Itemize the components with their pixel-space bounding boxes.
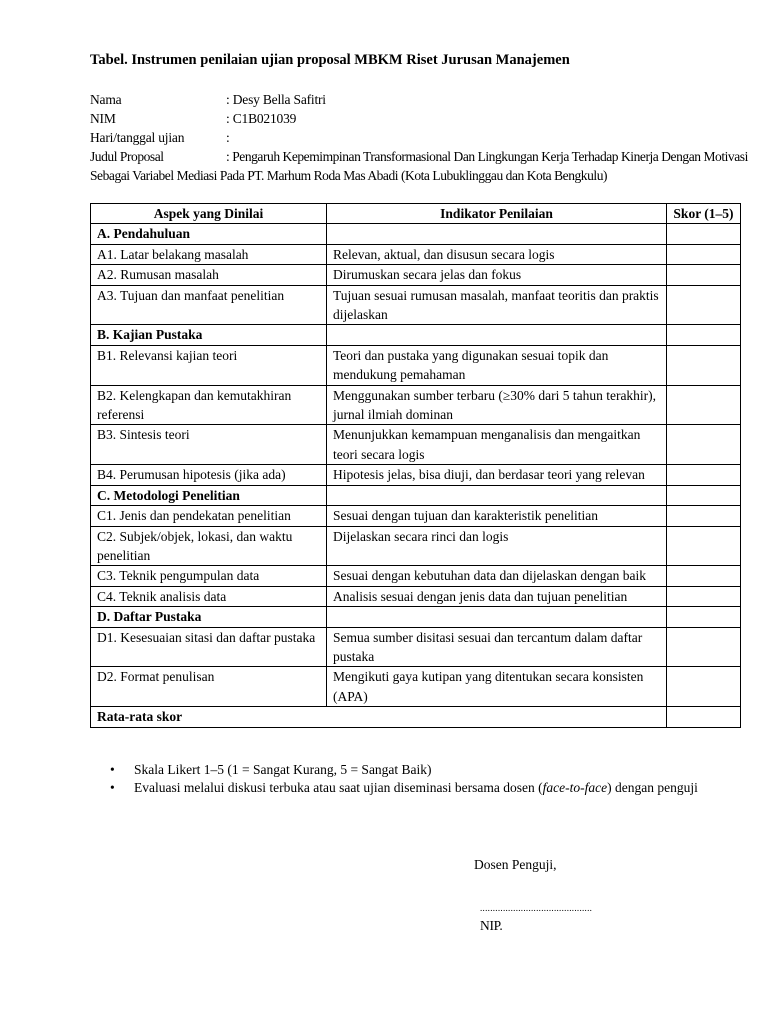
table-row [91,285,741,325]
notes-list [110,761,698,796]
table-row [91,526,741,566]
score-cell[interactable] [667,526,741,566]
header-aspek: Aspek yang Dinilai [91,204,327,224]
average-score-cell[interactable] [667,707,741,727]
table-row [91,566,741,586]
score-cell[interactable] [667,345,741,385]
indikator-cell: Dijelaskan secara rinci dan logis [327,526,667,566]
section-indikator-cell [327,325,667,345]
aspek-cell: C4. Teknik analisis data [91,586,327,606]
table-row [91,265,741,285]
average-row [91,707,741,727]
note-evaluation-start: Evaluasi melalui diskusi terbuka atau saat ujian diseminasi bersama dosen ( [134,779,543,795]
note-scale: • Skala Likert 1–5 (1 = Sangat Kurang, 5 = Sangat Baik) [110,761,698,779]
aspek-cell: B1. Relevansi kajian teori [91,345,327,385]
score-cell[interactable] [667,506,741,526]
indikator-cell: Analisis sesuai dengan jenis data dan tujuan penelitian [327,586,667,606]
indikator-cell: Sesuai dengan kebutuhan data dan dijelaskan dengan baik [327,566,667,586]
proposal-title-row [90,147,750,185]
aspek-cell: B3. Sintesis teori [91,425,327,465]
name-value: : Desy Bella Safitri [226,92,326,107]
aspek-cell: A2. Rumusan masalah [91,265,327,285]
section-row [91,607,741,627]
note-evaluation-italic: face-to-face [542,779,608,795]
proposal-title-value: : Pengaruh Kepemimpinan Transformasional Dan Lingkungan Kerja Terhadap Kinerja Dengan Motivasi Sebagai Variabel Mediasi Pada PT. Marhum Roda Mas Abadi (Kota Lubuklinggau dan Kota Bengkulu) [90,149,748,183]
score-cell[interactable] [667,325,741,345]
indikator-cell: Sesuai dengan tujuan dan karakteristik penelitian [327,506,667,526]
section-title: C. Metodologi Penelitian [91,485,327,505]
nim-row [90,109,750,128]
header-indikator: Indikator Penilaian [327,204,667,224]
aspek-cell: D2. Format penulisan [91,667,327,707]
indikator-cell: Dirumuskan secara jelas dan fokus [327,265,667,285]
section-indikator-cell [327,485,667,505]
indikator-cell: Hipotesis jelas, bisa diuji, dan berdasar teori yang relevan [327,465,667,485]
score-cell[interactable] [667,485,741,505]
score-cell[interactable] [667,627,741,667]
indikator-cell: Relevan, aktual, dan disusun secara logis [327,244,667,264]
indikator-cell: Menggunakan sumber terbaru (≥30% dari 5 tahun terakhir), jurnal ilmiah dominan [327,385,667,425]
aspek-cell: A1. Latar belakang masalah [91,244,327,264]
table-row [91,244,741,264]
table-header-row [91,204,741,224]
score-cell[interactable] [667,607,741,627]
indikator-cell: Mengikuti gaya kutipan yang ditentukan secara konsisten (APA) [327,667,667,707]
section-indikator-cell [327,224,667,244]
assessment-table [90,203,741,728]
section-row [91,224,741,244]
aspek-cell: D1. Kesesuaian sitasi dan daftar pustaka [91,627,327,667]
aspek-cell: A3. Tujuan dan manfaat penelitian [91,285,327,325]
section-title: D. Daftar Pustaka [91,607,327,627]
table-row [91,586,741,606]
section-row [91,485,741,505]
aspek-cell: C3. Teknik pengumpulan data [91,566,327,586]
table-row [91,667,741,707]
name-label: Nama [90,92,122,107]
score-cell[interactable] [667,385,741,425]
header-skor: Skor (1–5) [667,204,741,224]
score-cell[interactable] [667,244,741,264]
average-label: Rata-rata skor [91,707,667,727]
table-row [91,425,741,465]
score-cell[interactable] [667,667,741,707]
indikator-cell: Semua sumber disitasi sesuai dan tercantum dalam daftar pustaka [327,627,667,667]
exam-date-value: : [226,130,230,145]
score-cell[interactable] [667,465,741,485]
proposal-title-label: Judul Proposal [90,149,164,164]
section-title: B. Kajian Pustaka [91,325,327,345]
nip-label: NIP. [480,918,503,933]
nim-value: : C1B021039 [226,111,297,126]
exam-date-row [90,128,750,147]
indikator-cell: Teori dan pustaka yang digunakan sesuai topik dan mendukung pemahaman [327,345,667,385]
section-title: A. Pendahuluan [91,224,327,244]
examiner-signature-title: Dosen Penguji, [474,857,557,872]
aspek-cell: B4. Perumusan hipotesis (jika ada) [91,465,327,485]
table-row [91,345,741,385]
indikator-cell: Menunjukkan kemampuan menganalisis dan mengaitkan teori secara logis [327,425,667,465]
aspek-cell: C2. Subjek/objek, lokasi, dan waktu penelitian [91,526,327,566]
table-row [91,465,741,485]
document-title: Tabel. Instrumen penilaian ujian proposal MBKM Riset Jurusan Manajemen [90,52,570,68]
exam-date-label: Hari/tanggal ujian [90,130,185,145]
section-row [91,325,741,345]
identity-block [90,90,750,185]
score-cell[interactable] [667,285,741,325]
aspek-cell: B2. Kelengkapan dan kemutakhiran referensi [91,385,327,425]
aspek-cell: C1. Jenis dan pendekatan penelitian [91,506,327,526]
score-cell[interactable] [667,265,741,285]
note-evaluation-end: ) dengan penguji [607,779,698,795]
section-indikator-cell [327,607,667,627]
table-row [91,385,741,425]
name-row [90,90,750,109]
signature-line: ............................................ [480,903,593,913]
score-cell[interactable] [667,425,741,465]
score-cell[interactable] [667,566,741,586]
score-cell[interactable] [667,224,741,244]
table-row [91,627,741,667]
score-cell[interactable] [667,586,741,606]
table-row [91,506,741,526]
note-evaluation [110,779,698,797]
indikator-cell: Tujuan sesuai rumusan masalah, manfaat teoritis dan praktis dijelaskan [327,285,667,325]
nim-label: NIM [90,111,116,126]
